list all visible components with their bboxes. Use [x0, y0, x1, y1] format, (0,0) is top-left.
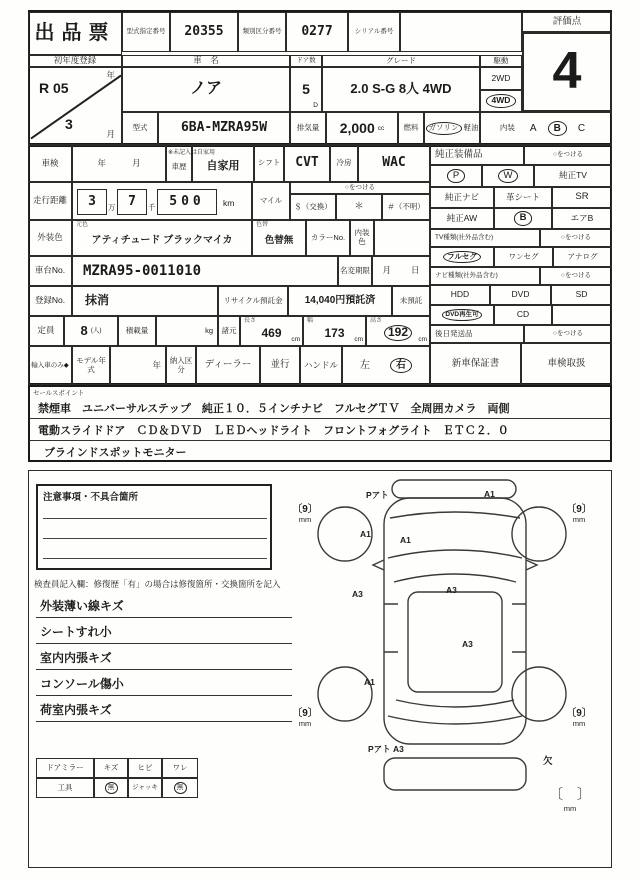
defect-item-1: 外装薄い線キズ: [36, 594, 292, 618]
form-title: 出品票: [28, 12, 122, 55]
navi-dvd: DVD: [490, 285, 551, 305]
shift-value: CVT: [284, 145, 330, 182]
exterior-color-value: アティチュード ブラックマイカ: [91, 235, 233, 247]
equip-tv: 純正TV: [534, 165, 612, 187]
doors-label: ドア数: [290, 55, 322, 67]
reg-year-unit: 年: [106, 70, 115, 80]
av-empty-cell: [552, 305, 612, 325]
dvd-play-selected: DVD再生可: [442, 309, 481, 320]
equip-b-mark-cell: [494, 208, 552, 229]
color-no-label: カラーNo.: [306, 220, 350, 256]
spec-label: 諸元: [218, 316, 240, 346]
recolor-cell: [252, 220, 306, 256]
damage-mark-front-right: A1: [484, 489, 495, 499]
drive-2wd: 2WD: [480, 67, 522, 90]
tire-depth-rear-right: [563, 704, 595, 728]
tire-depth-unit-fr: mm: [572, 515, 586, 524]
drive-4wd-cell: [480, 90, 522, 112]
recolor-value: 色替無: [264, 234, 294, 246]
mirror-scratch-option: キズ: [94, 758, 128, 778]
shaken-month-unit: 月: [132, 157, 141, 168]
navi-sd: SD: [551, 285, 612, 305]
equip-leather: 革シート: [494, 187, 552, 208]
wheel-rear-right: [512, 667, 566, 721]
damage-mark-hood-left: A1: [360, 529, 371, 539]
navi-hdd: HDD: [430, 285, 490, 305]
delivery-dealer-option: ディーラー: [196, 346, 260, 385]
shaken-year-unit: 年: [97, 157, 106, 168]
grade-label: グレード: [322, 55, 480, 67]
recolor-label: 色替: [256, 222, 269, 228]
mirror-label: ドアミラー: [36, 758, 94, 778]
drive-label: 駆動: [480, 55, 522, 67]
wheel-rear-left: [318, 667, 372, 721]
tire-depth-unit-rr: mm: [572, 719, 586, 728]
class-code-value: 0277: [286, 12, 348, 52]
interior-grade-c: C: [577, 122, 586, 134]
rear-window-top-line: [396, 700, 514, 707]
jack-mark: 無: [174, 782, 187, 794]
tire-depth-unit-fl: mm: [298, 515, 312, 524]
capacity-cell: [64, 316, 118, 346]
exterior-color-cell: [72, 220, 252, 256]
chassis-label: 車台No.: [28, 256, 72, 286]
interior-color-empty: [374, 220, 430, 256]
equipment-title: 純正装備品: [430, 145, 524, 165]
bracket-close: 〕: [307, 504, 318, 515]
exterior-color-label: 外装色: [28, 220, 72, 256]
power-steering-mark: P: [447, 169, 465, 184]
damage-mark-front-left: Pアト: [366, 490, 389, 500]
first-registration-label: 初年度登録: [28, 55, 122, 67]
type-code-label: 型式指定番号: [122, 12, 170, 52]
aircon-value: WAC: [358, 145, 430, 182]
interior-grade-b-selected: B: [548, 121, 567, 137]
damage-mark-hood-center: A1: [400, 535, 411, 545]
missing-measure-unit: mm: [563, 804, 577, 813]
bracket-open-rl: 〔: [292, 708, 303, 719]
capacity-value: 8: [80, 322, 88, 338]
class-code-label: 類別区分番号: [238, 12, 286, 52]
damage-mark-rear: Pアト A3: [368, 744, 404, 754]
interior-grade-a: A: [529, 122, 537, 134]
shaken-cell: [72, 145, 166, 182]
reg-month-value: 3: [65, 116, 73, 132]
bracket-close-rr: 〕: [581, 708, 592, 719]
bracket-close-fr: 〕: [581, 504, 592, 515]
fuel-cell: [424, 112, 480, 145]
load-label: 積載量: [118, 316, 156, 346]
tv-analog: アナログ: [553, 247, 612, 267]
reg-year-value: R 05: [39, 80, 69, 96]
jack-mark-cell: [162, 778, 198, 798]
notes-rule-2: [43, 538, 267, 539]
tire-depth-front-right: [563, 500, 595, 524]
import-only-label: 輸入車のみ◆: [28, 346, 72, 385]
dvd-play-cell: [430, 305, 494, 325]
displacement-label: 排気量: [290, 112, 326, 145]
mileage-sen-unit: 千: [148, 203, 156, 213]
equip-airbag: エアB: [552, 208, 612, 229]
doors-cell: [290, 67, 322, 112]
first-registration-cell: [28, 67, 122, 145]
roof-outline: [408, 592, 502, 692]
chassis-value: MZRA95-0011010: [72, 256, 338, 286]
equip-navi: 純正ナビ: [430, 187, 494, 208]
equip-alloy-wheels: 純正AW: [430, 208, 494, 229]
height-label: 高さ: [370, 318, 383, 324]
model-code-value: 6BA-MZRA95W: [158, 112, 290, 145]
defect-item-3: 室内内張キズ: [36, 646, 292, 670]
tire-depth-front-left-value: 9: [302, 504, 308, 515]
tv-oneseg: ワンセグ: [494, 247, 553, 267]
equip-power-steering-cell: [430, 165, 482, 187]
model-label: 型式: [122, 112, 158, 145]
bracket-open-fr: 〔: [566, 504, 577, 515]
length-label: 長さ: [244, 318, 257, 324]
damage-mark-side-left: A3: [352, 589, 363, 599]
defect-item-2: シートすれ小: [36, 620, 292, 644]
later-shipping-mark-note: ○をつける: [524, 325, 612, 343]
height-cell: [366, 316, 430, 346]
sales-points-line-3: ブラインドスポットモニター: [44, 446, 187, 459]
mirror-split-option: ワレ: [162, 758, 198, 778]
shaken-doc-option: 車検取扱: [521, 343, 612, 385]
bracket-close-rl: 〕: [307, 708, 318, 719]
tire-depth-front-right-value: 9: [576, 504, 582, 515]
inspector-note: 検査員記入欄：修復歴「有」の場合は修復箇所・交換箇所を記入: [34, 579, 281, 589]
serial-label: シリアル番号: [348, 12, 400, 52]
length-value: 469: [261, 325, 282, 340]
reg-no-label: 登録No.: [28, 286, 72, 316]
windshield-bottom-line: [394, 574, 516, 582]
capacity-label: 定員: [28, 316, 64, 346]
mile-label: マイル: [252, 182, 290, 220]
mileage-mark-header: ○をつける: [290, 182, 430, 194]
mirror-crack-option: ヒビ: [128, 758, 162, 778]
model-year-label: モデル年式: [72, 346, 110, 385]
jack-label: ジャッキ: [128, 778, 162, 798]
mileage-unit: km: [223, 198, 235, 209]
displacement-value: 2,000: [339, 120, 375, 137]
notes-box: [36, 484, 272, 570]
tire-depth-unit-rl: mm: [298, 719, 312, 728]
interior-grade-label: 内装: [499, 123, 515, 133]
name-change-month: 月: [382, 265, 391, 276]
width-cell: [303, 316, 366, 346]
equip-sunroof: SR: [552, 187, 612, 208]
recycle-none-option: 未預託: [392, 286, 430, 316]
damage-mark-center: A3: [446, 585, 457, 595]
recycle-value: 14,040円預託済: [288, 286, 392, 316]
tv-fullseg-cell: [430, 247, 494, 267]
length-cell: [240, 316, 303, 346]
empty-bracket: 〔 〕: [549, 786, 591, 802]
mileage-mark-star: ＊: [336, 194, 382, 220]
navi-type-mark-note: ○をつける: [540, 267, 612, 285]
front-bumper-outline: [392, 480, 516, 498]
width-value: 173: [324, 325, 345, 340]
missing-part-label: 欠: [543, 756, 553, 767]
handle-label: ハンドル: [300, 346, 342, 385]
reg-month-unit: 月: [106, 129, 115, 140]
mileage-mark-exchange: ＄（交換）: [290, 194, 336, 220]
side-mirrors: [373, 560, 537, 570]
tool-label: 工具: [36, 778, 94, 798]
tire-depth-rear-right-value: 9: [576, 708, 582, 719]
rear-bumper-outline: [384, 758, 526, 790]
car-name-label: 車 名: [122, 55, 290, 67]
doors-unit: D: [313, 101, 318, 109]
history-label: 車歴: [166, 145, 192, 182]
damage-mark-side-right: A3: [462, 639, 473, 649]
equip-power-window-cell: [482, 165, 534, 187]
history-note: ※未記入は自家用: [168, 150, 216, 156]
defect-item-4: コンソール傷小: [36, 672, 292, 696]
history-value: 自家用: [192, 145, 254, 182]
delivery-parallel-option: 並行: [260, 346, 300, 385]
fuel-diesel: 軽油: [463, 123, 479, 133]
tv-fullseg-selected: フルセグ: [443, 251, 481, 264]
fuel-gasoline-selected: ガソリン: [426, 122, 462, 135]
mileage-label: 走行距離: [28, 182, 72, 220]
handle-left-option: 左: [360, 359, 370, 371]
tool-mark-cell: [94, 778, 128, 798]
tool-mark: 無: [105, 782, 118, 794]
later-shipping-label: 後日発送品: [430, 325, 524, 343]
door-seam-lines: [384, 604, 526, 652]
tire-depth-front-left: [289, 500, 321, 524]
mileage-man-value: 3: [77, 189, 107, 215]
grade-value: 2.0 S-G 8人 4WD: [322, 67, 480, 112]
name-change-label: 名変期限: [338, 256, 372, 286]
cd-option: CD: [494, 305, 552, 325]
wheel-front-right: [512, 507, 566, 561]
mileage-mark-unknown: ＃（不明）: [382, 194, 430, 220]
length-unit: cm: [291, 335, 300, 343]
score-label: 評価点: [522, 12, 612, 32]
drive-4wd-selected: 4WD: [486, 94, 517, 108]
tv-type-mark-note: ○をつける: [540, 229, 612, 247]
hood-line: [390, 512, 520, 518]
defect-item-5: 荷室内張キズ: [36, 698, 292, 722]
serial-value-empty: [400, 12, 522, 52]
name-change-day: 日: [411, 265, 420, 276]
windshield-top-line: [388, 550, 522, 558]
displacement-unit: cc: [377, 124, 385, 132]
model-year-cell: 年: [110, 346, 166, 385]
mileage-cell: [72, 182, 252, 220]
warranty-option: 新車保証書: [430, 343, 521, 385]
rear-window-bottom-line: [388, 716, 522, 724]
displacement-cell: [326, 112, 398, 145]
car-name-value: ノア: [122, 67, 290, 112]
missing-measure-bracket: [550, 784, 590, 813]
handle-right-selected: 右: [390, 358, 412, 374]
interior-color-label: 内装色: [350, 220, 374, 256]
original-color-label: 元色: [76, 222, 89, 228]
fuel-label: 燃料: [398, 112, 424, 145]
height-unit: cm: [418, 335, 427, 343]
sales-points-label: セールスポイント: [33, 390, 85, 397]
width-label: 幅: [307, 318, 314, 324]
sales-points-line-2: 電動スライドドア ＣＤ＆ＤＶＤ ＬＥＤヘッドライト フロントフォグライト ＥＴＣ２．０: [30, 419, 610, 441]
shaken-label: 車検: [28, 145, 72, 182]
handle-cell: [342, 346, 430, 385]
mileage-man-unit: 万: [108, 203, 116, 213]
sales-points-line-1: 禁煙車 ユニバーサルステップ 純正１０．５インチナビ フルセグＴＶ 全周囲カメラ 両側: [30, 397, 610, 419]
bracket-open: 〔: [292, 504, 303, 515]
damage-mark-rear-left: A1: [364, 677, 375, 687]
score-value: 4: [522, 32, 612, 112]
mileage-sen-value: 7: [117, 189, 147, 215]
interior-grade-cell: [480, 112, 612, 145]
name-change-cell: [372, 256, 430, 286]
equipment-mark-note: ○をつける: [524, 145, 612, 165]
power-window-mark: W: [498, 169, 519, 184]
width-unit: cm: [354, 335, 363, 343]
tv-type-label: TV種類(社外品含む): [430, 229, 540, 247]
height-value-circled: 192: [384, 325, 412, 341]
equip-b-mark: B: [514, 211, 533, 226]
reg-no-value: 抹消: [72, 286, 218, 316]
doors-value: 5: [302, 81, 310, 98]
notes-rule-1: [43, 518, 267, 519]
tire-depth-rear-left-value: 9: [302, 708, 308, 719]
aircon-label: 冷房: [330, 145, 358, 182]
recycle-label: リサイクル預託金: [218, 286, 288, 316]
navi-type-label: ナビ種類(社外品含む): [430, 267, 540, 285]
bracket-open-rr: 〔: [566, 708, 577, 719]
type-code-value: 20355: [170, 12, 238, 52]
capacity-unit: (人): [90, 327, 102, 335]
notes-rule-3: [43, 558, 267, 559]
shift-label: シフト: [254, 145, 284, 182]
delivery-label: 納入区分: [166, 346, 196, 385]
tire-depth-rear-left: [289, 704, 321, 728]
notes-title: 注意事項・不具合箇所: [43, 492, 139, 503]
mileage-rest-value: 500: [157, 189, 217, 215]
load-cell: kg: [156, 316, 218, 346]
